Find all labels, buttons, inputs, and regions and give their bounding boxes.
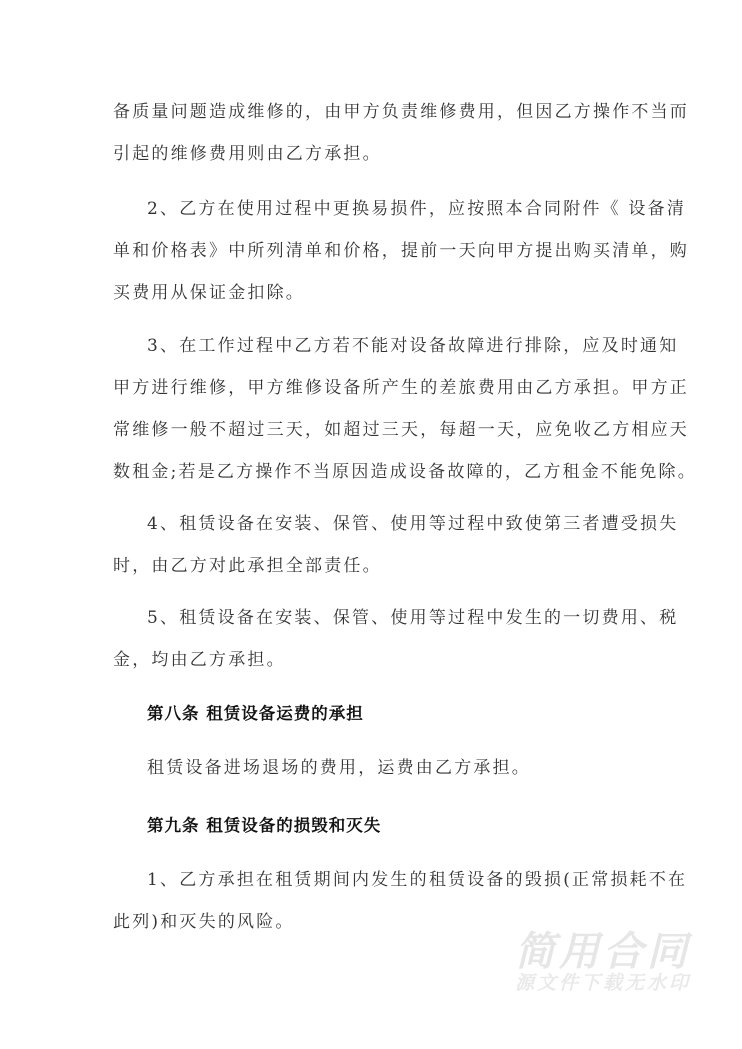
watermark-title: 简用合同	[515, 929, 691, 975]
text-line: 单和价格表》中所列清单和价格，提前一天向甲方提出购买清单，购	[113, 241, 689, 261]
text-line: 金，均由乙方承担。	[113, 650, 286, 670]
watermark-subtitle: 源文件下载无水印	[515, 972, 692, 994]
clause-5-line: 5、租赁设备在安装、保管、使用等过程中发生的一切费用、税	[147, 608, 679, 628]
section-heading-article-8: 第八条 租赁设备运费的承担	[147, 704, 364, 723]
text-line: 数租金;若是乙方操作不当原因造成设备故障的，乙方租金不能免除。	[113, 462, 697, 482]
section-heading-article-9: 第九条 租赁设备的损毁和灭失	[147, 816, 382, 835]
text-line: 时，由乙方对此承担全部责任。	[113, 556, 382, 576]
clause-2-line: 2、乙方在使用过程中更换易损件，应按照本合同附件《 设备清	[147, 199, 687, 219]
clause-4-line: 4、租赁设备在安装、保管、使用等过程中致使第三者遭受损失	[147, 514, 679, 534]
text-line: 引起的维修费用则由乙方承担。	[113, 144, 382, 164]
clause-3-line: 3、在工作过程中乙方若不能对设备故障进行排除，应及时通知	[147, 336, 679, 356]
article-9-clause-1-line: 1、乙方承担在租赁期间内发生的租赁设备的毁损(正常损耗不在	[147, 870, 688, 890]
text-line: 常维修一般不超过三天，如超过三天，每超一天，应免收乙方相应天	[113, 420, 689, 440]
text-line: 备质量问题造成维修的，由甲方负责维修费用，但因乙方操作不当而	[113, 102, 689, 122]
text-line: 甲方进行维修，甲方维修设备所产生的差旅费用由乙方承担。甲方正	[113, 378, 689, 398]
article-8-body: 租赁设备进场退场的费用，运费由乙方承担。	[147, 758, 531, 778]
text-line: 此列)和灭失的风险。	[113, 912, 295, 932]
text-line: 买费用从保证金扣除。	[113, 283, 305, 303]
